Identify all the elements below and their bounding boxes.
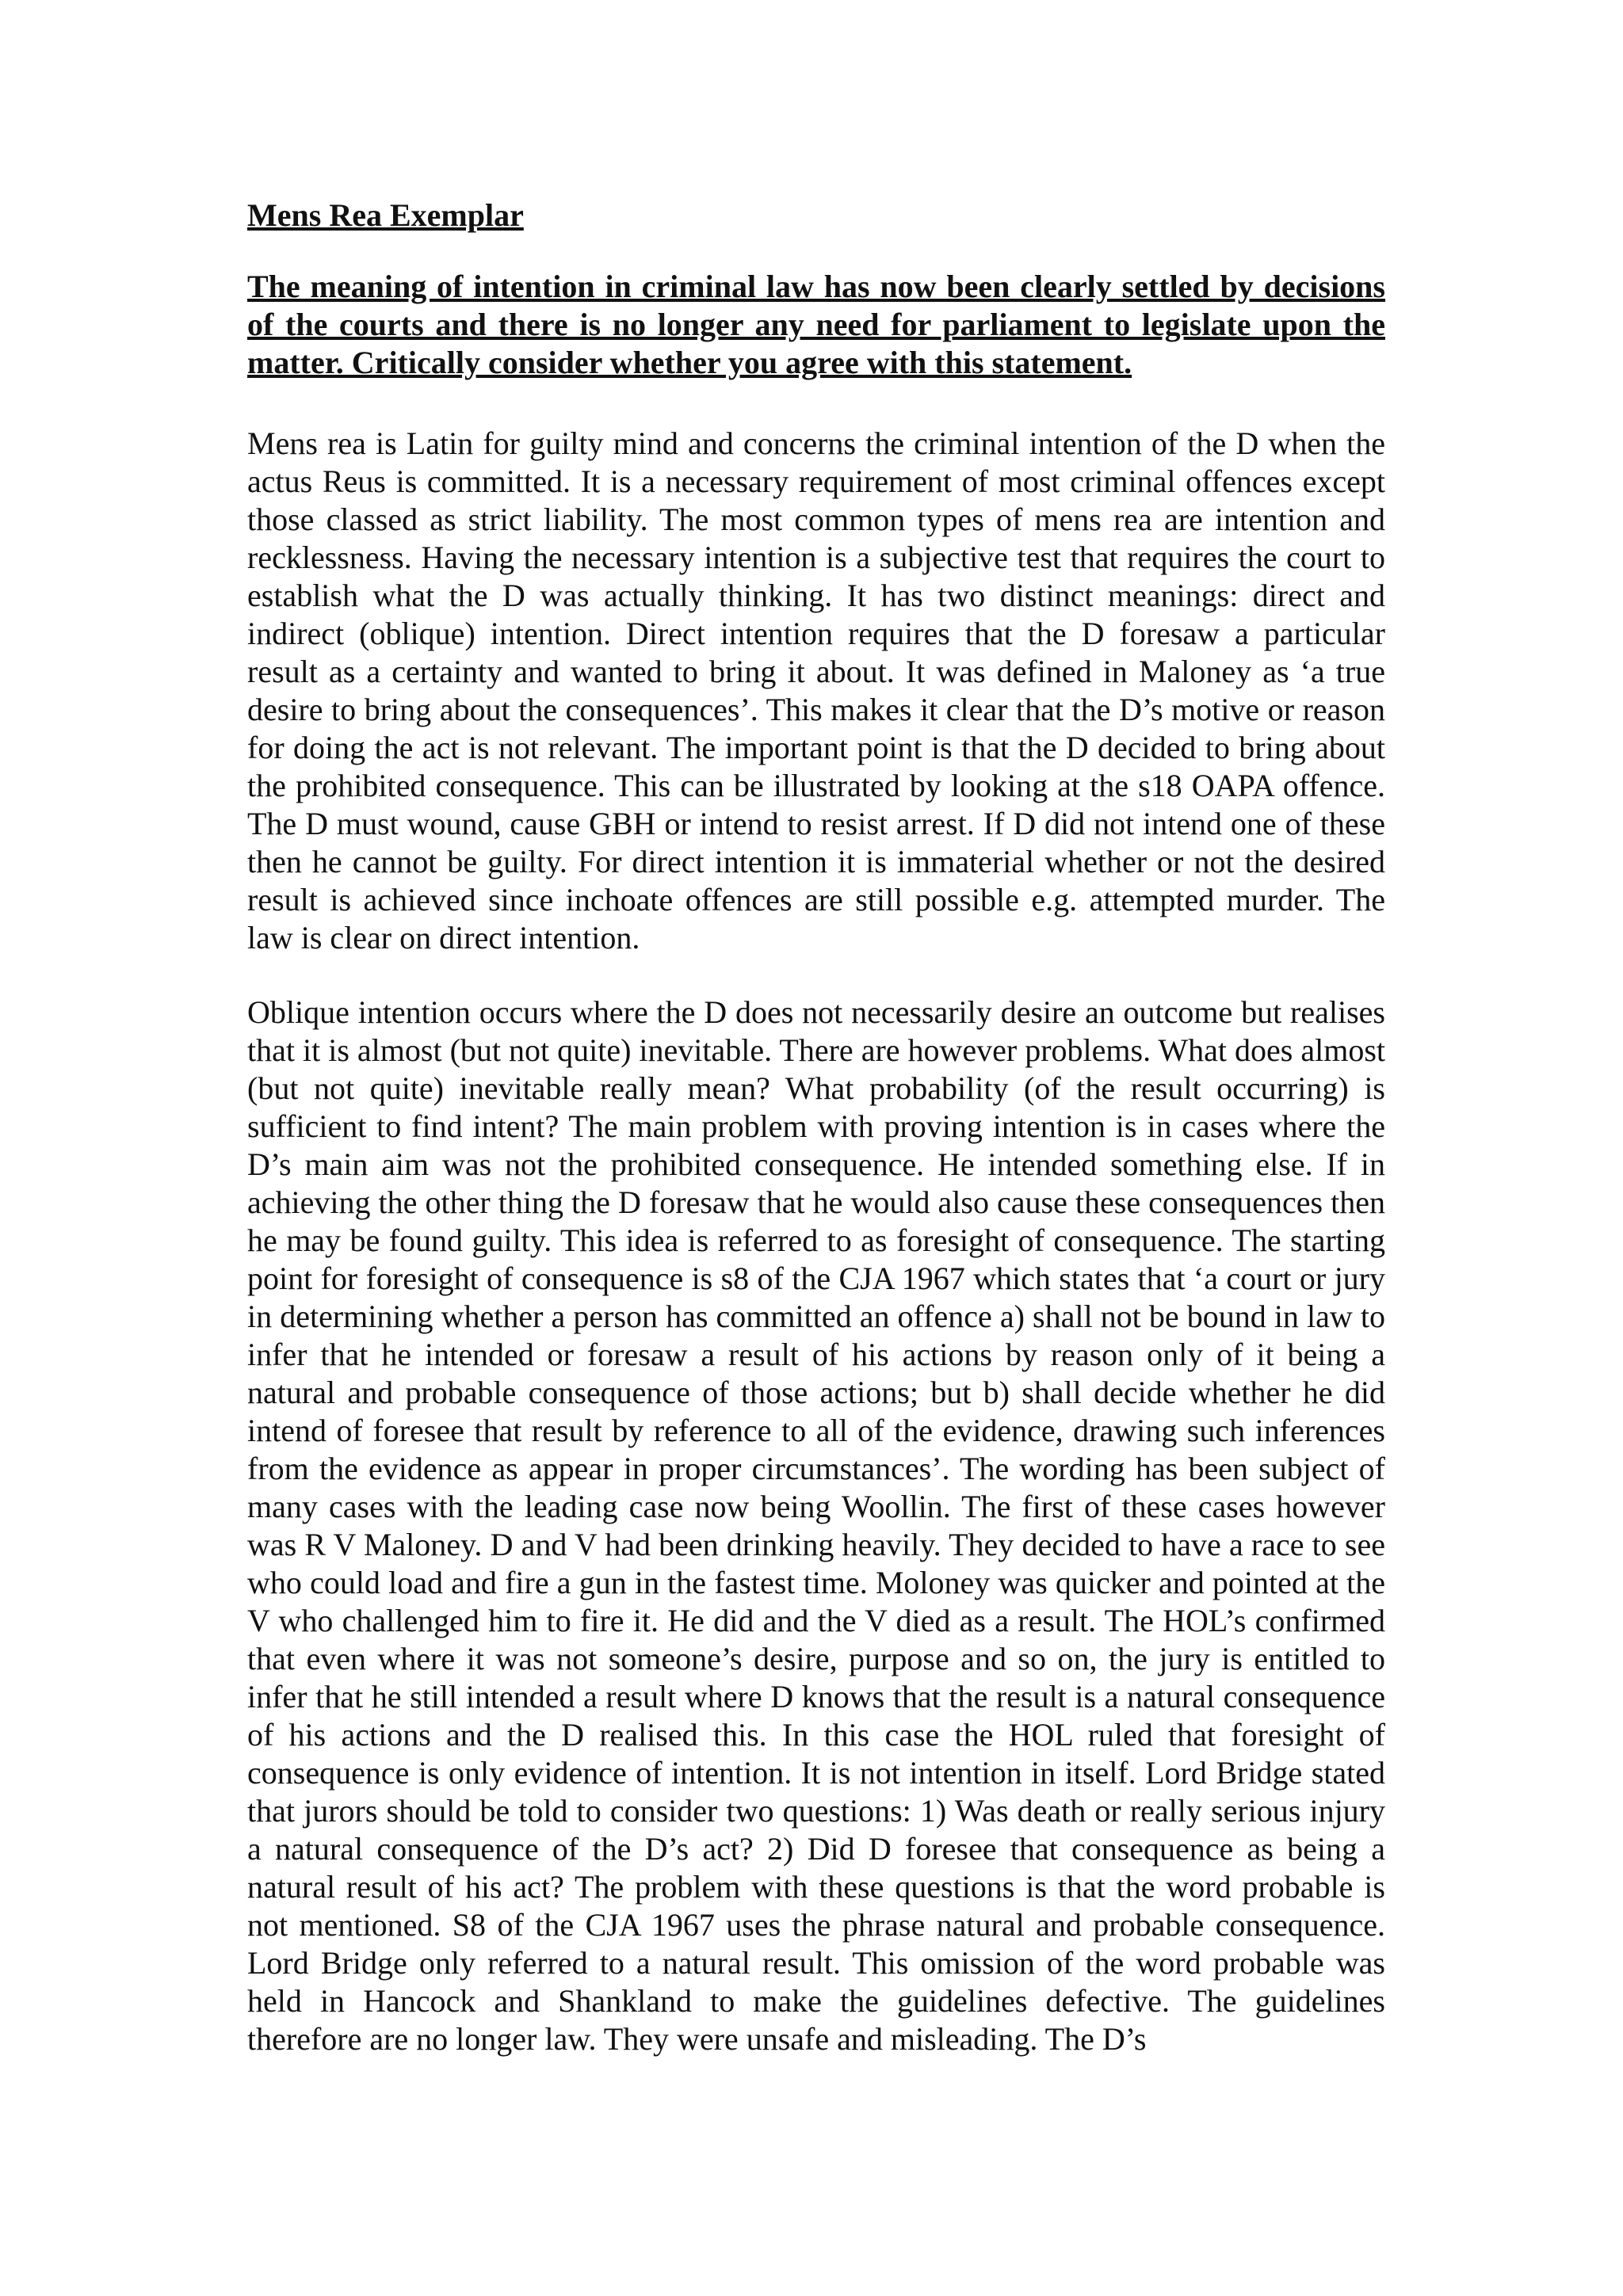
paragraph-oblique-intention: Oblique intention occurs where the D does not necessarily desire an outcome but realises that it is almost (but not quite) inevitable. There are however problems. What does almost (but not quite) inevitable really mean? What probability (of the result occurring) is sufficient to find intent? The main problem with proving intention is in cases where the D’s main aim was not the prohibited consequence. He intended something else. If in achieving the other thing the D foresaw that he would also cause these consequences then he may be found guilty. This idea is referred to as foresight of consequence. The starting point for foresight of consequence is s8 of the CJA 1967 which states that ‘a court or jury in determining whether a person has committed an offence a) shall not be bound in law to infer that he intended or foresaw a result of his actions by reason only of it being a natural and probable consequence of those actions; but b) shall decide whether he did intend of foresee that result by reference to all of the evidence, drawing such inferences from the evidence as appear in proper circumstances’. The wording has been subject of many cases with the leading case now being Woollin. The first of these cases however was R V Maloney. D and V had been drinking heavily. They decided to have a race to see who could load and fire a gun in the fastest time. Moloney was quicker and pointed at the V who challenged him to fire it. He did and the V died as a result. The HOL’s confirmed that even where it was not someone’s desire, purpose and so on, the jury is entitled to infer that he still intended a result where D knows that the result is a natural consequence of his actions and the D realised this. In this case the HOL ruled that foresight of consequence is only evidence of intention. It is not intention in itself. Lord Bridge stated that jurors should be told to consider two questions: 1) Was death or really serious injury a natural consequence of the D’s act? 2) Did D foresee that consequence as being a natural result of his act? The problem with these questions is that the word probable is not mentioned. S8 of the CJA 1967 uses the phrase natural and probable consequence. Lord Bridge only referred to a natural result. This omission of the word probable was held in Hancock and Shankland to make the guidelines defective. The guidelines therefore are no longer law. They were unsafe and misleading. The D’s bbox=[247, 994, 1385, 2057]
document-title: Mens Rea Exemplar bbox=[247, 197, 524, 233]
document-body bbox=[247, 196, 1385, 2095]
essay-question: The meaning of intention in criminal law has now been clearly settled by decisions of the courts and there is no longer any need for parliament to legislate upon the matter. Critically consider whether you agree with this statement. bbox=[247, 269, 1385, 380]
paragraph-direct-intention: Mens rea is Latin for guilty mind and concerns the criminal intention of the D when the actus Reus is committed. It is a necessary requirement of most criminal offences except those classed as strict liability. The most common types of mens rea are intention and recklessness. Having the necessary intention is a subjective test that requires the court to establish what the D was actually thinking. It has two distinct meanings: direct and indirect (oblique) intention. Direct intention requires that the D foresaw a particular result as a certainty and wanted to bring it about. It was defined in Maloney as ‘a true desire to bring about the consequences’. This makes it clear that the D’s motive or reason for doing the act is not relevant. The important point is that the D decided to bring about the prohibited consequence. This can be illustrated by looking at the s18 OAPA offence. The D must wound, cause GBH or intend to resist arrest. If D did not intend one of these then he cannot be guilty. For direct intention it is immaterial whether or not the desired result is achieved since inchoate offences are still possible e.g. attempted murder. The law is clear on direct intention. bbox=[247, 425, 1385, 955]
